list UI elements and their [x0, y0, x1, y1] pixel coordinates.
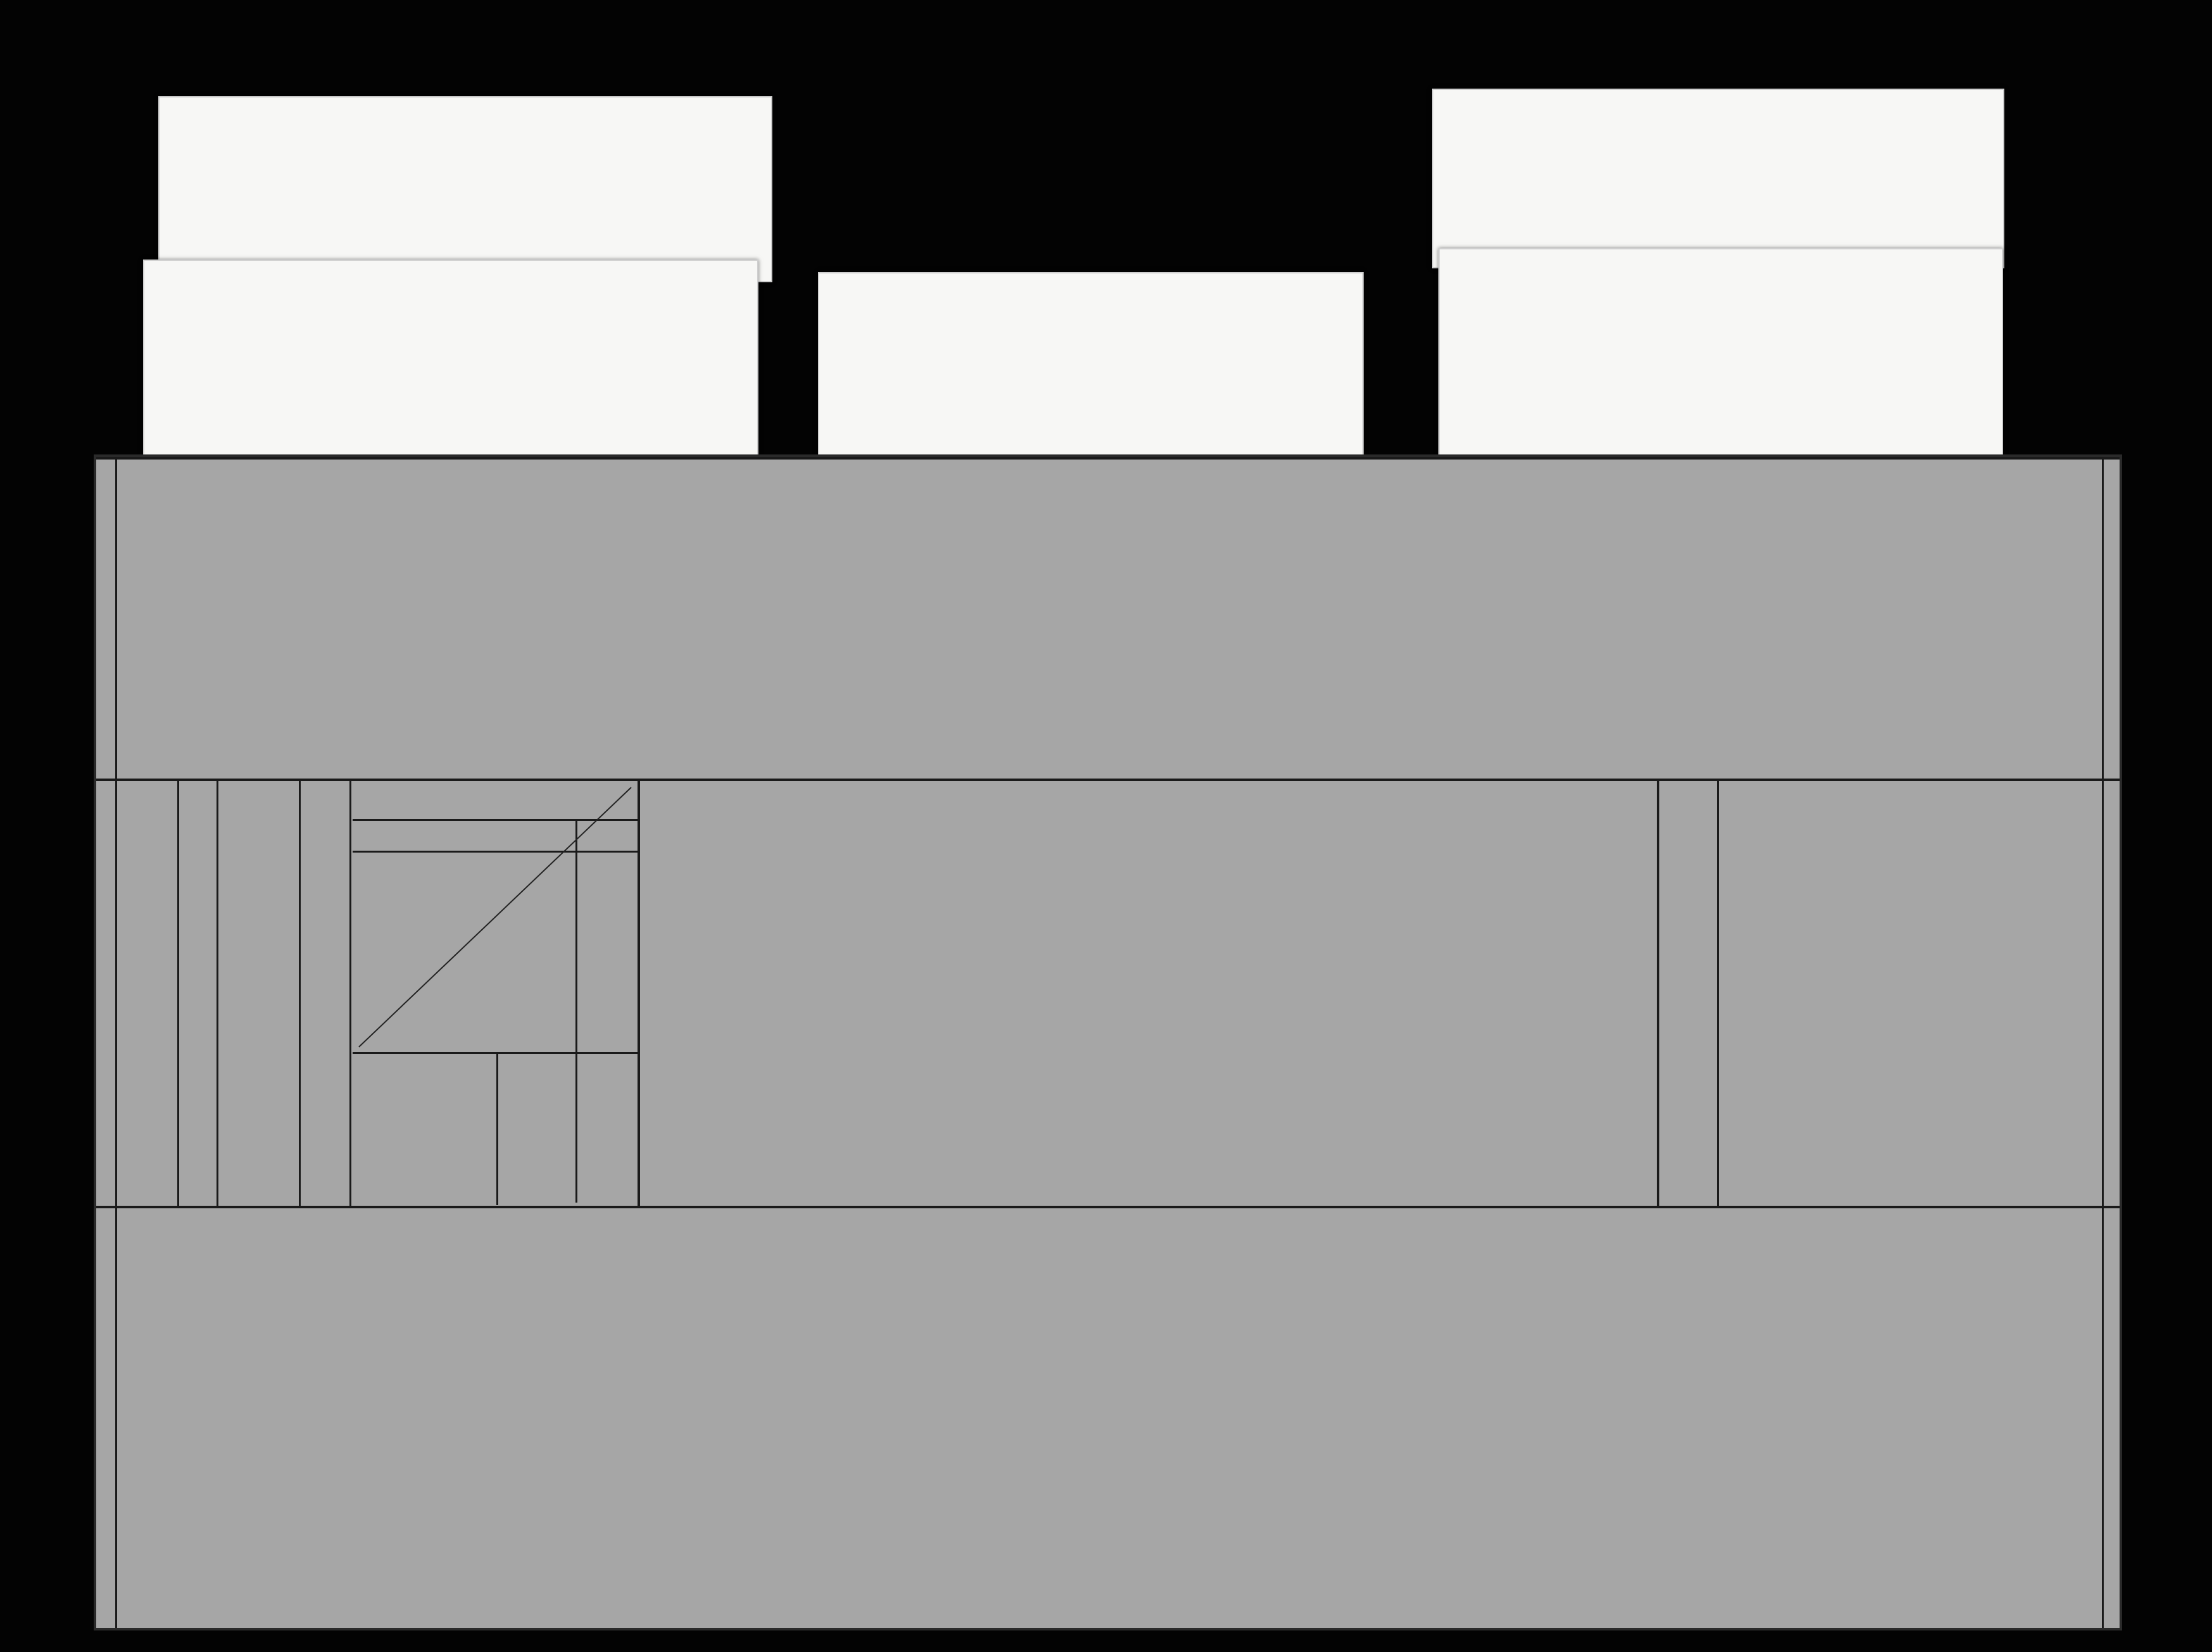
census-form-sheet — [94, 454, 2122, 1630]
card-pencil-writing — [143, 260, 758, 465]
card-bleed-through — [1438, 248, 2003, 460]
crop-table — [96, 457, 2120, 780]
card-whole-volume — [158, 96, 772, 282]
card-faded-document — [1432, 89, 2004, 268]
lease-table — [96, 1208, 2120, 1628]
diagonal-strike-line — [353, 781, 638, 1053]
card-damaged — [818, 272, 1364, 465]
